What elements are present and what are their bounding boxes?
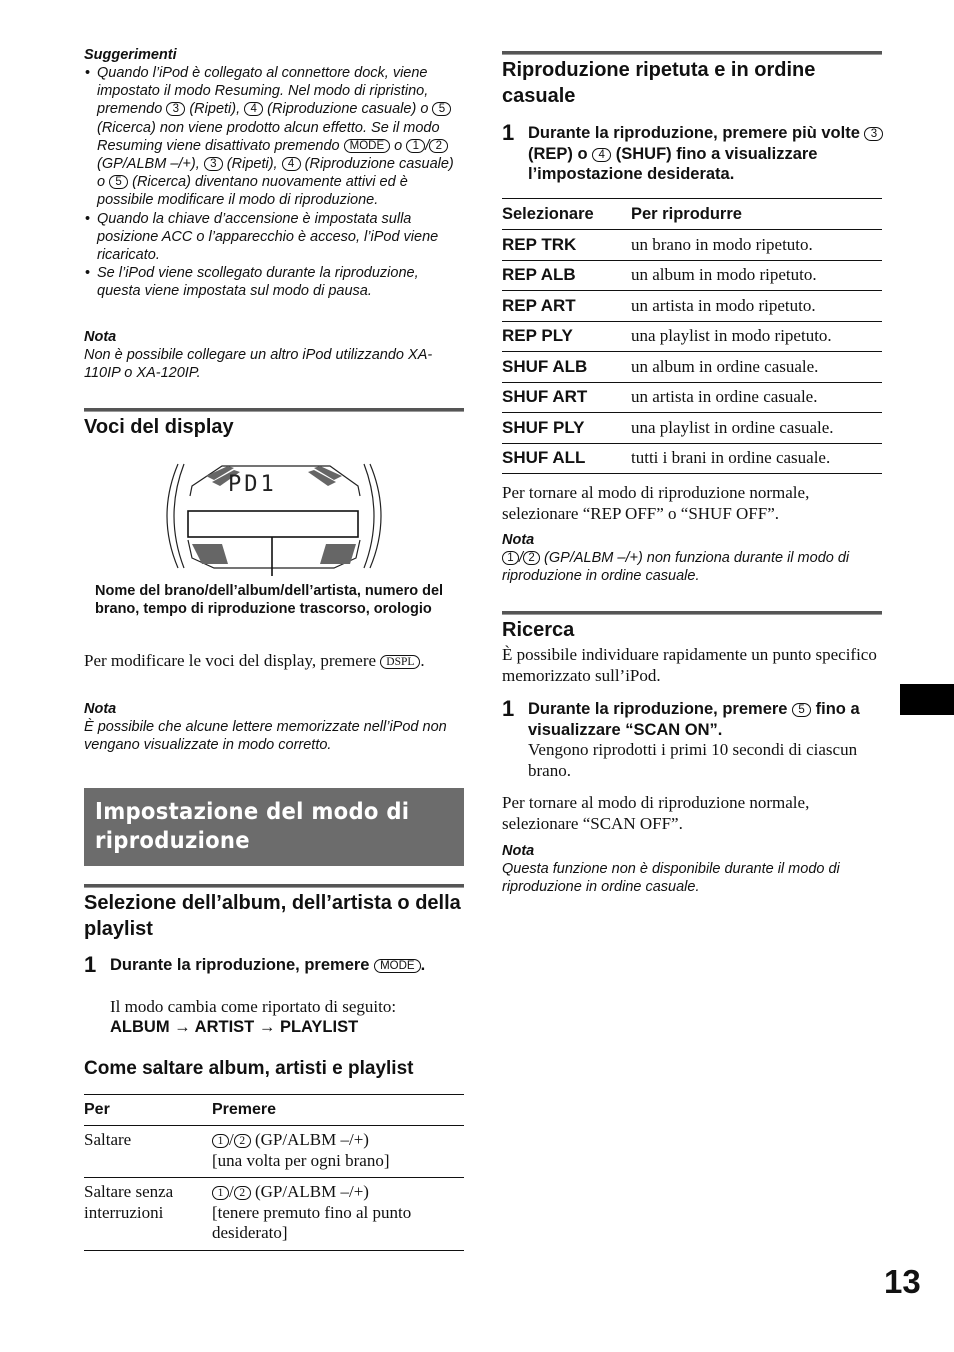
step-number: 1	[502, 120, 515, 145]
mode-playlist: PLAYLIST	[279, 1018, 359, 1036]
col-header-per: Per	[84, 1101, 110, 1118]
tips-list	[84, 64, 464, 301]
cell-setting: SHUF ALL	[502, 448, 586, 468]
key-mode-icon: MODE	[374, 959, 421, 973]
key-1-icon: 1	[212, 1186, 229, 1200]
cell-per: Saltare senza interruzioni	[84, 1182, 174, 1222]
display-frame-left	[167, 464, 178, 568]
tip-text: (Riproduzione casuale) o	[97, 156, 454, 191]
key-4-icon: 4	[244, 102, 263, 116]
cell-detail: [una volta per ogni brano]	[212, 1150, 390, 1170]
key-mode-icon: MODE	[344, 139, 391, 153]
tips-heading: Suggerimenti	[84, 47, 177, 63]
section-title-album: Selezione dell’album, dell’artista o della playlist	[84, 892, 461, 940]
chapter-banner-title: Impostazione del modo di riproduzione	[84, 788, 461, 866]
cell-per: Saltare	[84, 1130, 132, 1149]
step-text: Durante la riproduzione, premere	[528, 700, 793, 718]
tip-item-2: • Quando la chiave d’accensione è impostata sulla posizione ACC o l’apparecchio è acceso, l’iPod viene ricaricato.	[84, 210, 464, 265]
repeat-body: Per tornare al modo di riproduzione normale, selezionare “REP OFF” o “SHUF OFF”.	[502, 483, 810, 523]
key-2-icon: 2	[429, 139, 448, 153]
step-text: .	[420, 956, 426, 974]
step-text: (SHUF) fino a visualizzare l’impostazione desiderata.	[528, 144, 818, 183]
cell-setting: REP ART	[502, 295, 576, 315]
tip-text: (Ripeti),	[185, 101, 245, 118]
cell-description: una playlist in modo ripetuto.	[631, 326, 832, 345]
tip-text: o	[390, 137, 407, 154]
key-4-icon: 4	[592, 148, 611, 162]
mode-album: ALBUM	[110, 1018, 170, 1036]
table-row	[502, 413, 882, 444]
cell-text: (GP/ALBM –/+)	[250, 1182, 369, 1201]
mode-sequence	[110, 1017, 464, 1038]
page-number: 13	[884, 1263, 921, 1300]
note-text: È possibile che alcune lettere memorizzate nell’iPod non vengano visualizzate in modo corretto.	[84, 719, 447, 754]
step-text: fino a visualizzare “SCAN ON”.	[528, 700, 860, 739]
display-illustration	[162, 458, 386, 576]
cell-setting: SHUF ART	[502, 387, 588, 407]
key-3-icon: 3	[864, 127, 883, 141]
cell-setting: REP TRK	[502, 234, 577, 254]
display-body	[84, 651, 464, 672]
chapter-side-tab	[900, 684, 954, 715]
tip-text: Quando l’iPod è collegato al connettore dock, viene impostato il modo Resuming. Nel modo di ripristino, premendo	[97, 65, 429, 118]
col-header-selezionare: Selezionare	[502, 204, 594, 223]
cell-text: (GP/ALBM –/+)	[250, 1130, 369, 1149]
table-row	[502, 443, 882, 474]
skip-table	[84, 1094, 464, 1251]
table-row	[84, 1178, 464, 1251]
mode-cycle-text: Il modo cambia come riportato di seguito:	[110, 997, 397, 1016]
key-5-icon: 5	[792, 703, 811, 717]
key-1-icon: 1	[212, 1134, 229, 1148]
cell-setting: REP ALB	[502, 265, 576, 285]
step-text: Durante la riproduzione, premere	[110, 956, 375, 974]
table-row	[502, 291, 882, 322]
tip-text: (Ripeti),	[222, 156, 282, 173]
note-block	[84, 328, 464, 382]
note-text: 1 / 2 (GP/ALBM –/+) non funziona durante il modo di riproduzione in ordine casuale.	[502, 550, 850, 585]
cell-description: tutti i brani in ordine casuale.	[631, 448, 831, 467]
note-text: Questa funzione non è disponibile durante il modo di riproduzione in ordine casuale.	[502, 861, 840, 896]
cell-setting: REP PLY	[502, 326, 573, 346]
display-note	[84, 700, 464, 754]
cell-description: un artista in ordine casuale.	[631, 387, 818, 406]
tips-block	[84, 46, 464, 301]
table-row	[84, 1126, 464, 1178]
body-text: .	[420, 651, 425, 670]
table-row	[502, 352, 882, 383]
arrow-right-icon: →	[258, 1018, 276, 1036]
step-number: 1	[84, 952, 97, 977]
step-instruction	[110, 955, 464, 976]
table-header-row	[502, 199, 882, 230]
key-5-icon: 5	[109, 175, 128, 189]
col-header-per-riprodurre: Per riprodurre	[631, 204, 742, 223]
key-dspl-icon: DSPL	[380, 655, 420, 669]
step-text: Durante la riproduzione, premere più volte	[528, 124, 865, 142]
tip-text: (Riproduzione casuale) o	[263, 101, 433, 118]
section-title-display: Voci del display	[84, 416, 234, 438]
note-text-body: (GP/ALBM –/+) non funziona durante il modo di riproduzione in ordine casuale.	[502, 550, 850, 585]
key-4-icon: 4	[282, 157, 301, 171]
key-5-icon: 5	[432, 102, 451, 116]
tip-text: (Ricerca) diventano nuovamente attivi ed è possibile modificare il modo di riproduzione.	[97, 174, 408, 209]
step-number: 1	[502, 696, 515, 721]
lcd-text: PD1	[228, 472, 277, 497]
cell-detail: [tenere premuto fino al punto desiderato]	[212, 1202, 412, 1242]
table-row	[502, 321, 882, 352]
note-heading: Nota	[502, 843, 535, 859]
search-intro: È possibile individuare rapidamente un punto specifico memorizzato sull’iPod.	[502, 645, 877, 685]
display-caption: Nome del brano/dell’album/dell’artista, numero del brano, tempo di riproduzione trascorso, orologio	[95, 583, 444, 617]
cell-setting: SHUF ALB	[502, 356, 588, 376]
table-row	[502, 260, 882, 291]
note-heading: Nota	[84, 701, 117, 717]
cell-description: un album in ordine casuale.	[631, 356, 819, 376]
step-detail: Vengono riprodotti i primi 10 secondi di ciascun brano.	[528, 740, 858, 780]
key-2-icon: 2	[234, 1134, 251, 1148]
cell-premere: 1 / 2 (GP/ALBM –/+) [tenere premuto fino al punto desiderato]	[212, 1182, 412, 1242]
table-header-row	[84, 1095, 464, 1126]
tip-text: (Ricerca) non viene prodotto alcun effetto. Se il modo Resuming viene disattivato premendo	[97, 119, 440, 154]
repeat-table	[502, 198, 882, 474]
arrow-right-icon: →	[174, 1018, 191, 1036]
step-instruction	[528, 123, 886, 185]
key-1-icon: 1	[406, 139, 425, 153]
section-title-repeat: Riproduzione ripetuta e in ordine casuale	[502, 59, 816, 107]
tip-item-1	[84, 64, 464, 210]
cell-description: un artista in modo ripetuto.	[631, 295, 816, 315]
section-rule	[502, 51, 882, 55]
step-instruction	[528, 699, 882, 740]
table-row	[502, 382, 882, 413]
section-rule	[502, 611, 882, 615]
display-frame-right	[370, 464, 381, 568]
cell-setting: SHUF PLY	[502, 417, 585, 437]
section-rule	[84, 408, 464, 412]
cell-description: una playlist in ordine casuale.	[631, 417, 834, 437]
cell-premere: 1 / 2 (GP/ALBM –/+) [una volta per ogni brano]	[212, 1130, 390, 1170]
subsection-title-skip: Come saltare album, artisti e playlist	[84, 1058, 414, 1079]
key-2-icon: 2	[523, 551, 540, 565]
tip-text: (GP/ALBM –/+),	[97, 156, 204, 173]
key-1-icon: 1	[502, 551, 519, 565]
mode-artist: ARTIST	[194, 1018, 255, 1036]
note-text: Non è possibile collegare un altro iPod utilizzando XA-110IP o XA-120IP.	[84, 347, 433, 382]
chapter-banner	[84, 788, 464, 866]
repeat-note	[502, 531, 882, 585]
section-rule	[84, 884, 464, 888]
col-header-premere: Premere	[212, 1101, 277, 1118]
note-heading: Nota	[84, 329, 117, 345]
section-title-search: Ricerca	[502, 619, 575, 641]
step-text: (REP) o	[528, 144, 593, 163]
key-3-icon: 3	[166, 102, 185, 116]
tip-item-3: • Se l’iPod viene scollegato durante la riproduzione, questa viene impostata sul modo di pausa.	[84, 264, 464, 300]
tip-text: /	[425, 137, 430, 154]
table-row	[502, 230, 882, 261]
cell-description: un album in modo ripetuto.	[631, 265, 817, 284]
search-note	[502, 842, 882, 896]
key-3-icon: 3	[204, 157, 223, 171]
body-text: Per modificare le voci del display, premere	[84, 651, 381, 670]
search-body: Per tornare al modo di riproduzione normale, selezionare “SCAN OFF”.	[502, 793, 810, 833]
note-heading: Nota	[502, 532, 535, 548]
lcd-text-area	[188, 511, 358, 537]
cell-description: un brano in modo ripetuto.	[631, 234, 813, 254]
key-2-icon: 2	[234, 1186, 251, 1200]
